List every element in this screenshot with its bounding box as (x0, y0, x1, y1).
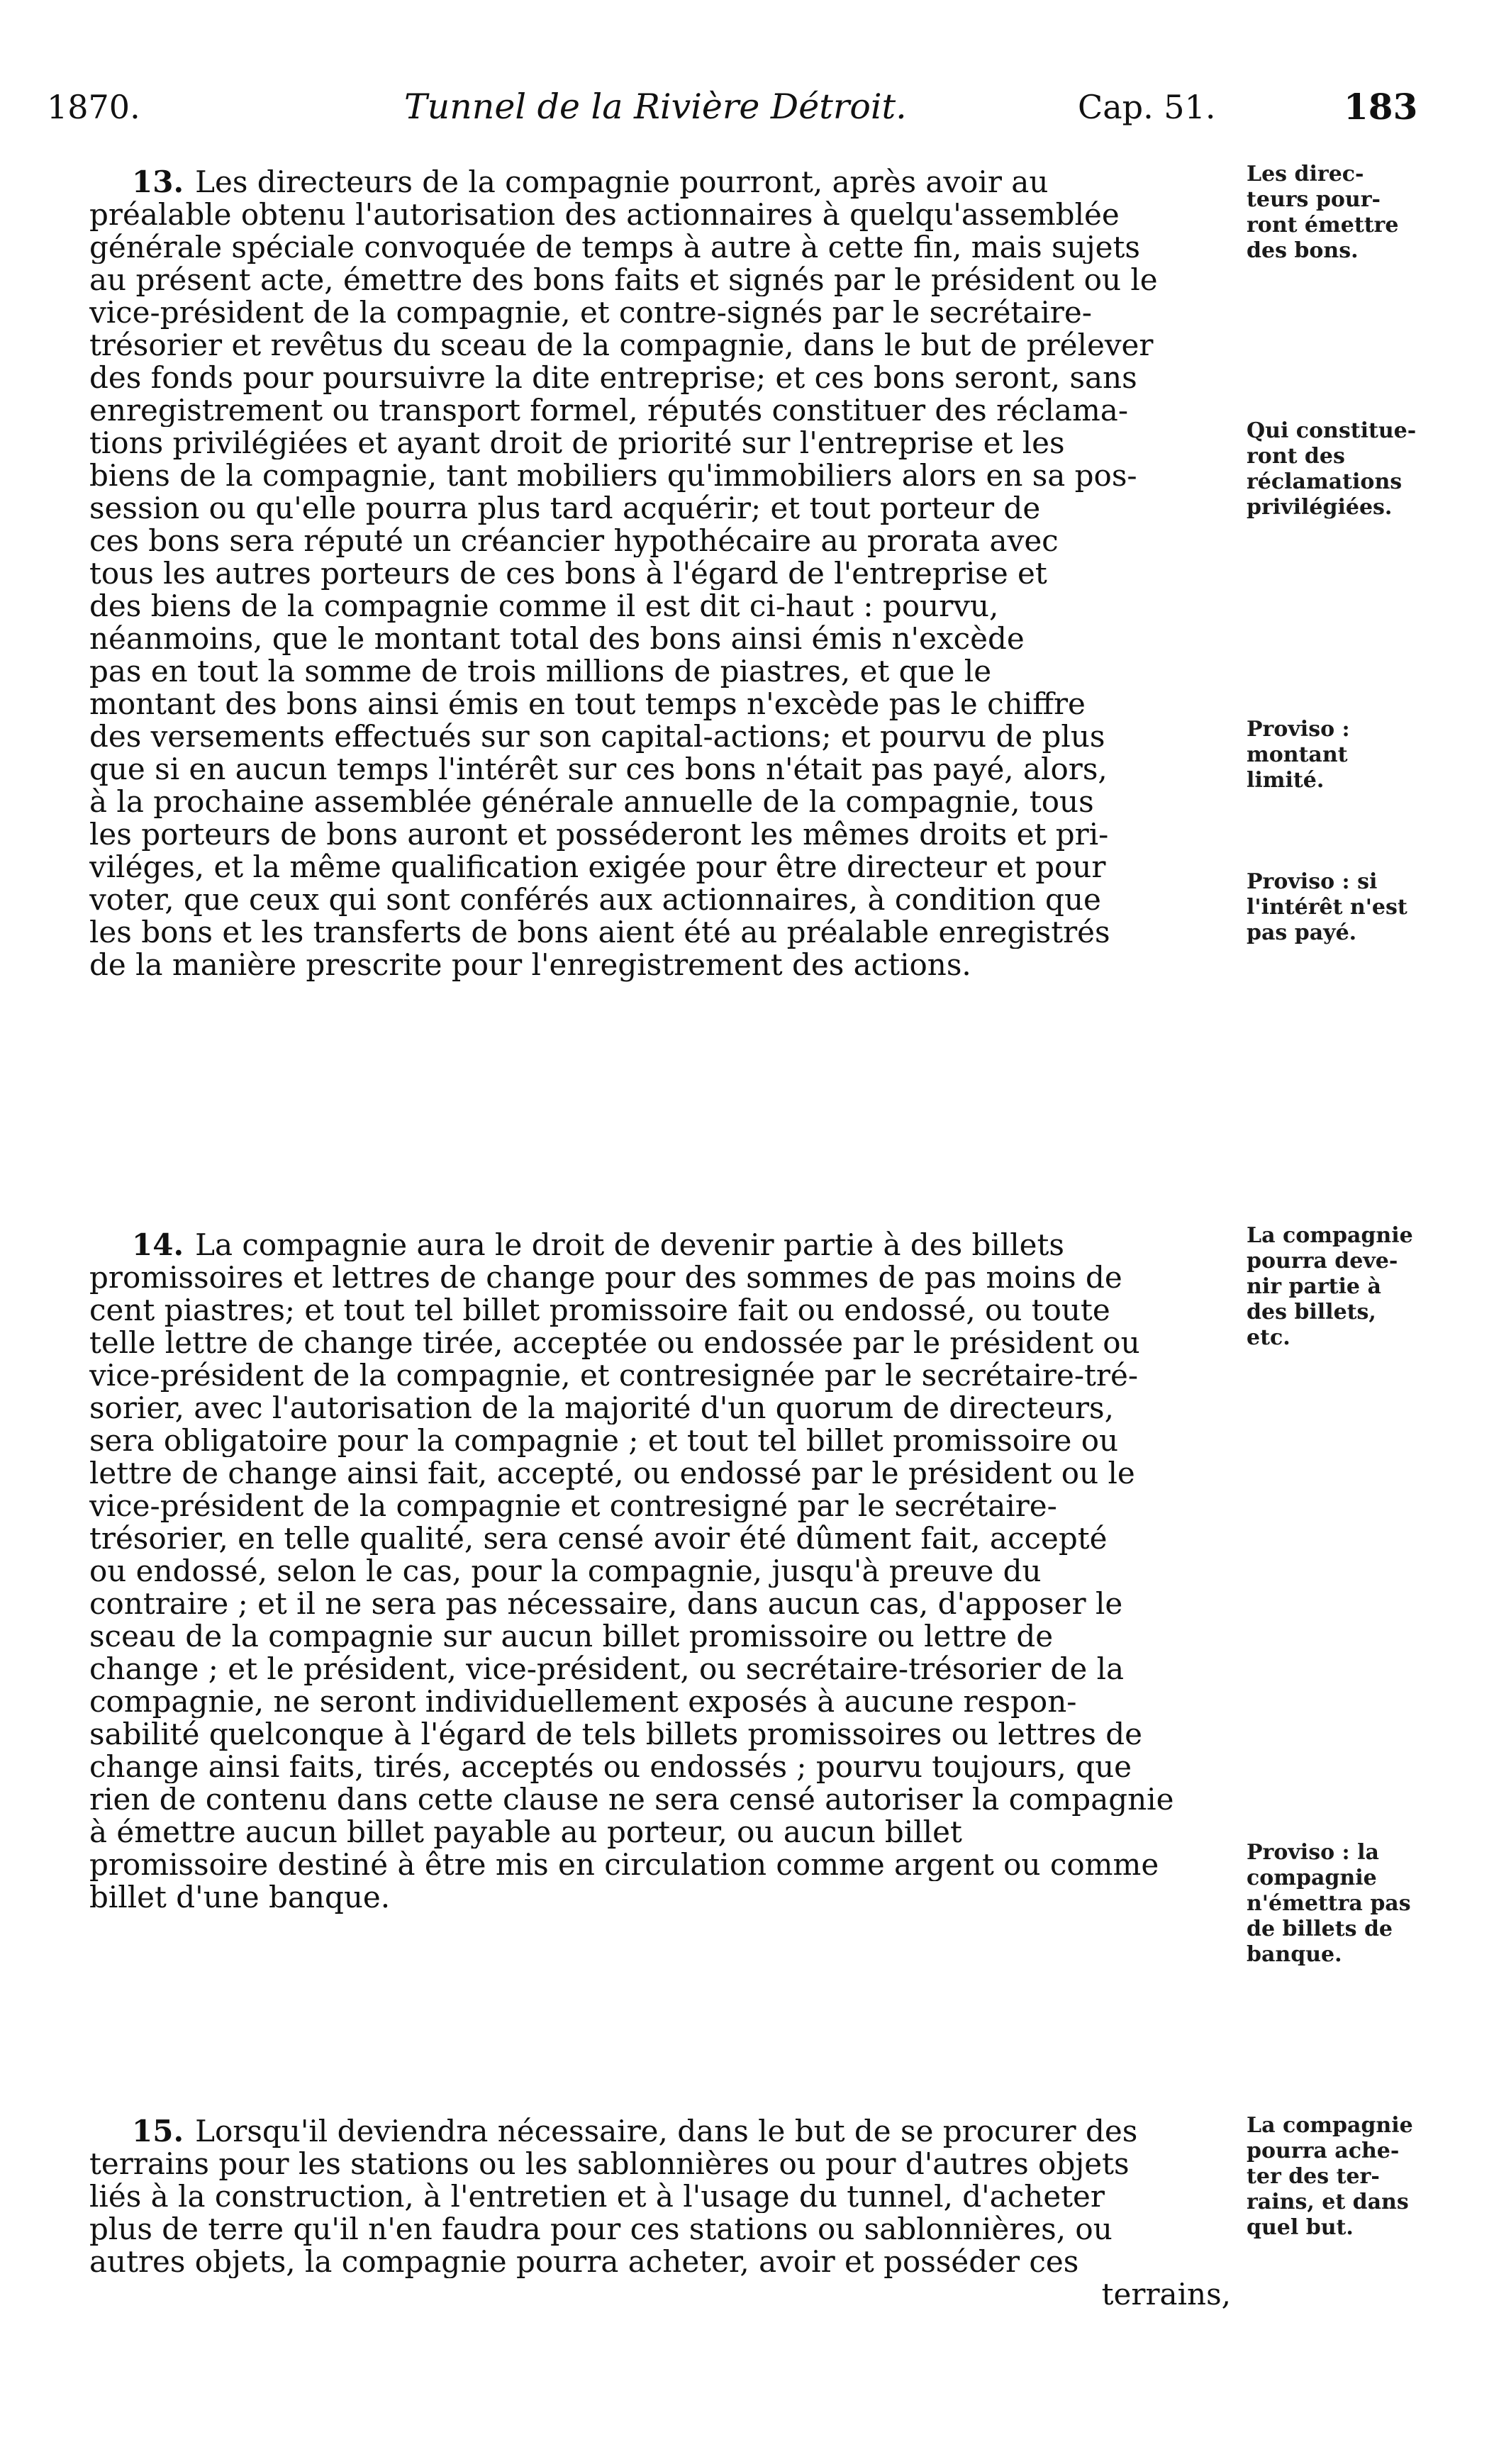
line-text: Lorsqu'il deviendra nécessaire, dans le but de se procurer des (195, 2115, 1138, 2148)
line-text: au présent acte, émettre des bons faits et signés par le président ou le (89, 264, 1158, 296)
line-text: promissoires et lettres de change pour des sommes de pas moins de (89, 1261, 1122, 1294)
text-line (89, 492, 1231, 525)
text-line (89, 1620, 1231, 1653)
text-line (89, 1685, 1231, 1718)
line-text: pas en tout la somme de trois millions de piastres, et que le (89, 655, 992, 688)
text-line (89, 655, 1231, 688)
margin-note-line: des bons. (1247, 238, 1359, 263)
line-text: promissoire destiné à être mis en circulation comme argent ou comme (89, 1849, 1159, 1881)
line-text: vice-président de la compagnie, et contre-signés par le secrétaire- (89, 296, 1092, 329)
text-line (89, 264, 1231, 296)
margin-note-line: pourra deve- (1247, 1249, 1398, 1273)
text-line (132, 166, 1231, 199)
text-line (89, 1294, 1231, 1327)
text-line (89, 916, 1231, 949)
margin-note-line: n'émettra pas (1247, 1891, 1411, 1916)
margin-note-line: La compagnie (1247, 2113, 1413, 2138)
line-text: des fonds pour poursuivre la dite entreprise; et ces bons seront, sans (89, 362, 1137, 394)
text-line (89, 231, 1231, 264)
text-line (89, 2180, 1231, 2213)
line-text: telle lettre de change tirée, acceptée ou endossée par le président ou (89, 1327, 1140, 1359)
line-text: enregistrement ou transport formel, réputés constituer des réclama- (89, 394, 1129, 427)
text-line (89, 1849, 1231, 1881)
line-text: à la prochaine assemblée générale annuelle de la compagnie, tous (89, 786, 1094, 818)
margin-note-line: Proviso : la (1247, 1840, 1379, 1865)
line-text: que si en aucun temps l'intérêt sur ces bons n'était pas payé, alors, (89, 753, 1108, 786)
margin-note-line: montant (1247, 742, 1348, 767)
margin-note-line: nir partie à (1247, 1274, 1381, 1299)
text-line (89, 199, 1231, 231)
text-line (89, 394, 1231, 427)
line-text: montant des bons ainsi émis en tout temps n'excède pas le chiffre (89, 688, 1086, 720)
line-text: de la manière prescrite pour l'enregistrement des actions. (89, 947, 971, 982)
line-text: billet d'une banque. (89, 1880, 391, 1914)
text-line (89, 851, 1231, 883)
margin-note-line: de billets de (1247, 1917, 1393, 1941)
text-line (89, 362, 1231, 394)
margin-note-line: des billets, (1247, 1300, 1376, 1325)
text-line (89, 1588, 1231, 1620)
text-line (89, 2148, 1231, 2180)
text-line (89, 1816, 1231, 1849)
text-line (89, 1522, 1231, 1555)
margin-note-line: réclamations (1247, 469, 1403, 494)
line-text: tous les autres porteurs de ces bons à l'égard de l'entreprise et (89, 557, 1047, 590)
line-text: change ainsi faits, tirés, acceptés ou endossés ; pourvu toujours, que (89, 1751, 1132, 1783)
margin-note-line: limité. (1247, 768, 1325, 793)
text-line (89, 1327, 1231, 1359)
text-line (89, 296, 1231, 329)
section-number: 15. (132, 2115, 184, 2148)
text-line (89, 590, 1231, 623)
text-line (89, 883, 1231, 916)
text-line (89, 1359, 1231, 1392)
line-text: des biens de la compagnie comme il est dit ci-haut : pourvu, (89, 590, 999, 623)
text-line (89, 1881, 1231, 1914)
line-text: trésorier et revêtus du sceau de la compagnie, dans le but de prélever (89, 329, 1154, 362)
section-number: 14. (132, 1229, 184, 1261)
line-text: tions privilégiées et ayant droit de priorité sur l'entreprise et les (89, 427, 1065, 459)
line-text: sorier, avec l'autorisation de la majorité d'un quorum de directeurs, (89, 1392, 1114, 1425)
line-text: La compagnie aura le droit de devenir partie à des billets (195, 1229, 1064, 1261)
line-text: terrains pour les stations ou les sablonnières ou pour d'autres objets (89, 2148, 1130, 2180)
text-line (89, 1653, 1231, 1685)
margin-note-line: Qui constitue- (1247, 418, 1417, 443)
line-text: rien de contenu dans cette clause ne sera censé autoriser la compagnie (89, 1783, 1174, 1816)
text-line (89, 1783, 1231, 1816)
text-line (132, 1229, 1231, 1261)
text-line (89, 720, 1231, 753)
line-text: biens de la compagnie, tant mobiliers qu'immobiliers alors en sa pos- (89, 459, 1137, 492)
margin-note-line: Les direc- (1247, 162, 1364, 186)
line-text: ou endossé, selon le cas, pour la compagnie, jusqu'à preuve du (89, 1555, 1042, 1588)
margin-note-line: l'intérêt n'est (1247, 895, 1407, 920)
line-text: Les directeurs de la compagnie pourront, après avoir au (195, 166, 1049, 199)
line-text: ces bons sera réputé un créancier hypothécaire au prorata avec (89, 525, 1059, 557)
text-line (89, 1392, 1231, 1425)
line-text: change ; et le président, vice-président, ou secrétaire-trésorier de la (89, 1653, 1125, 1685)
margin-note-line: banque. (1247, 1942, 1342, 1967)
text-line (89, 459, 1231, 492)
text-line (89, 786, 1231, 818)
line-text: préalable obtenu l'autorisation des actionnaires à quelqu'assemblée (89, 199, 1120, 231)
text-line (89, 1425, 1231, 1457)
line-text: sceau de la compagnie sur aucun billet promissoire ou lettre de (89, 1620, 1054, 1653)
margin-note-line: privilégiées. (1247, 495, 1393, 520)
margin-note-line: pourra ache- (1247, 2139, 1400, 2163)
line-text: les porteurs de bons auront et posséderont les mêmes droits et pri- (89, 818, 1109, 851)
line-text: sera obligatoire pour la compagnie ; et tout tel billet promissoire ou (89, 1425, 1119, 1457)
text-line (89, 688, 1231, 720)
line-text: sabilité quelconque à l'égard de tels billets promissoires ou lettres de (89, 1718, 1143, 1751)
line-text: compagnie, ne seront individuellement exposés à aucune respon- (89, 1685, 1077, 1718)
line-text: lettre de change ainsi fait, accepté, ou endossé par le président ou le (89, 1457, 1135, 1490)
header-title: Tunnel de la Rivière Détroit. (404, 87, 907, 127)
text-line (132, 2115, 1231, 2148)
margin-note-line: rains, et dans (1247, 2190, 1409, 2214)
line-text: vice-président de la compagnie et contresigné par le secrétaire- (89, 1490, 1057, 1522)
margin-note-line: pas payé. (1247, 920, 1357, 945)
margin-note-line: etc. (1247, 1325, 1290, 1350)
text-line (89, 2213, 1231, 2246)
line-text: les bons et les transferts de bons aient été au préalable enregistrés (89, 916, 1110, 949)
margin-note-line: ront émettre (1247, 213, 1399, 238)
line-text: néanmoins, que le montant total des bons ainsi émis n'excède (89, 623, 1025, 655)
line-text: session ou qu'elle pourra plus tard acquérir; et tout porteur de (89, 492, 1041, 525)
line-text: à émettre aucun billet payable au porteur, ou aucun billet (89, 1816, 962, 1849)
text-line (89, 753, 1231, 786)
text-line (89, 818, 1231, 851)
margin-note-line: teurs pour- (1247, 187, 1381, 212)
line-text: viléges, et la même qualification exigée pour être directeur et pour (89, 851, 1106, 883)
margin-note-line: ront des (1247, 444, 1345, 469)
text-line (89, 1261, 1231, 1294)
text-line (89, 2278, 1231, 2311)
text-line (89, 427, 1231, 459)
margin-note-line: La compagnie (1247, 1223, 1413, 1248)
text-line (89, 1718, 1231, 1751)
text-line (89, 525, 1231, 557)
text-line (89, 1490, 1231, 1522)
margin-note-line: compagnie (1247, 1866, 1377, 1890)
text-line (89, 623, 1231, 655)
text-line (89, 2246, 1231, 2278)
margin-note-line: Proviso : si (1247, 869, 1378, 894)
header-year: 1870. (47, 88, 140, 126)
page-number: 183 (1344, 86, 1418, 128)
running-header (0, 84, 1494, 130)
margin-note-line: ter des ter- (1247, 2164, 1380, 2189)
text-line (89, 1457, 1231, 1490)
text-line (89, 1555, 1231, 1588)
text-line (89, 949, 1231, 981)
line-text: plus de terre qu'il n'en faudra pour ces stations ou sablonnières, ou (89, 2213, 1113, 2246)
line-text: liés à la construction, à l'entretien et à l'usage du tunnel, d'acheter (89, 2180, 1105, 2213)
line-text: voter, que ceux qui sont conférés aux actionnaires, à condition que (89, 883, 1101, 916)
line-text: autres objets, la compagnie pourra acheter, avoir et posséder ces (89, 2246, 1079, 2278)
text-line (89, 1751, 1231, 1783)
line-text: terrains, (1101, 2277, 1231, 2312)
margin-note-line: Proviso : (1247, 717, 1350, 742)
line-text: générale spéciale convoquée de temps à autre à cette fin, mais sujets (89, 231, 1140, 264)
header-chapter: Cap. 51. (1078, 88, 1216, 126)
text-line (89, 329, 1231, 362)
line-text: cent piastres; et tout tel billet promissoire fait ou endossé, ou toute (89, 1294, 1110, 1327)
margin-note-line: quel but. (1247, 2215, 1354, 2240)
section-number: 13. (132, 166, 184, 199)
line-text: vice-président de la compagnie, et contresignée par le secrétaire-tré- (89, 1359, 1139, 1392)
line-text: contraire ; et il ne sera pas nécessaire, dans aucun cas, d'apposer le (89, 1588, 1123, 1620)
line-text: des versements effectués sur son capital-actions; et pourvu de plus (89, 720, 1105, 753)
text-line (89, 557, 1231, 590)
line-text: trésorier, en telle qualité, sera censé avoir été dûment fait, accepté (89, 1522, 1108, 1555)
